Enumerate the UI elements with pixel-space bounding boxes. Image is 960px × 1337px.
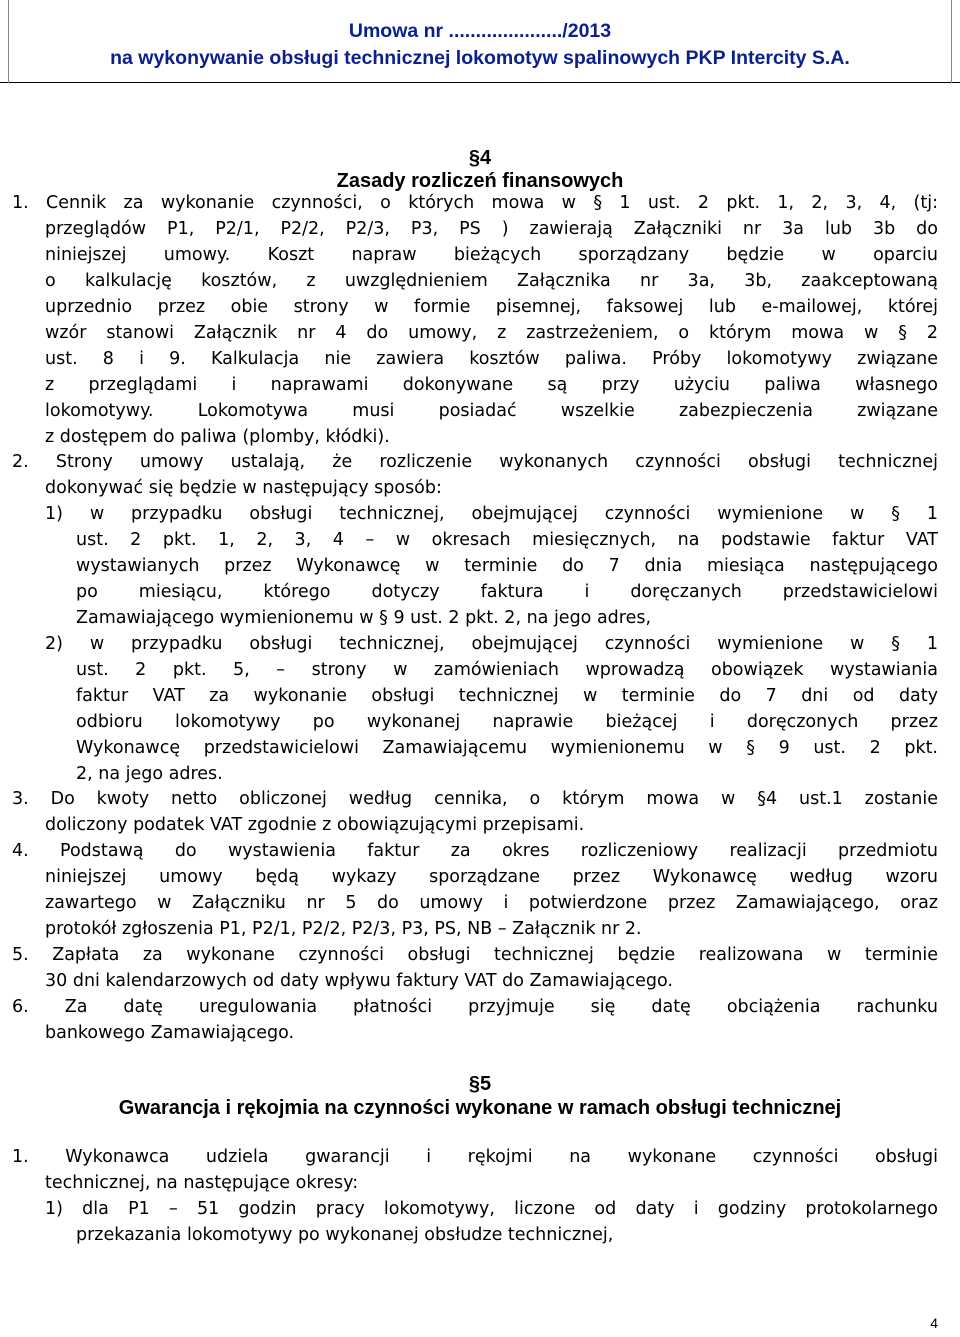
section-4-text-line: przeglądów P1, P2/1, P2/2, P2/3, P3, PS ) zawierają Załączniki nr 3a lub 3b do (45, 219, 938, 239)
section-4-text-line: po miesiącu, którego dotyczy faktura i doręczanych przedstawicielowi (76, 582, 938, 602)
section-5-text-line: 1. Wykonawca udziela gwarancji i rękojmi na wykonane czynności obsługi (12, 1147, 938, 1167)
section-5-number: §5 (468, 1073, 492, 1095)
section-5-text-line: 1) dla P1 – 51 godzin pracy lokomotywy, liczone od daty i godziny protokolarnego (45, 1199, 938, 1219)
section-4-text-line: ust. 8 i 9. Kalkulacja nie zawiera kosztów paliwa. Próby lokomotywy związane (45, 349, 938, 369)
section-4-title: Zasady rozliczeń finansowych (336, 170, 624, 192)
section-4-text-line: 1) w przypadku obsługi technicznej, obejmującej czynności wymienione w § 1 (45, 504, 938, 524)
section-5-title: Gwarancja i rękojmia na czynności wykonane w ramach obsługi technicznej (118, 1097, 842, 1119)
section-4-text-line: Wykonawcę przedstawicielowi Zamawiającemu wymienionemu w § 9 ust. 2 pkt. (76, 738, 938, 758)
section-4-text-line: ust. 2 pkt. 5, – strony w zamówieniach wprowadzą obowiązek wystawiania (76, 660, 938, 680)
section-4-text-line: 2) w przypadku obsługi technicznej, obejmującej czynności wymienione w § 1 (45, 634, 938, 654)
section-4-text-line: ust. 2 pkt. 1, 2, 3, 4 – w okresach miesięcznych, na podstawie faktur VAT (76, 530, 938, 550)
section-4-text-line: z dostępem do paliwa (plomby, kłódki). (45, 427, 390, 447)
section-4-text-line: Zamawiającego wymienionemu w § 9 ust. 2 pkt. 2, na jego adres, (76, 608, 652, 628)
section-4-text-line: 1. Cennik za wykonanie czynności, o których mowa w § 1 ust. 2 pkt. 1, 2, 3, 4, (tj: (12, 193, 938, 213)
section-4-text-line: wzór stanowi Załącznik nr 4 do umowy, z zastrzeżeniem, o którym mowa w § 2 (45, 323, 938, 343)
section-4-text-line: 3. Do kwoty netto obliczonej według cennika, o którym mowa w §4 ust.1 zostanie (12, 789, 938, 809)
section-4-text-line: zawartego w Załączniku nr 5 do umowy i potwierdzone przez Zamawiającego, oraz (45, 893, 938, 913)
contract-number: Umowa nr ...................../2013 (348, 20, 612, 42)
section-4-text-line: protokół zgłoszenia P1, P2/1, P2/2, P2/3, P3, PS, NB – Załącznik nr 2. (45, 919, 642, 939)
section-5-text-line: technicznej, na następujące okresy: (45, 1173, 359, 1193)
section-4-text-line: 6. Za datę uregulowania płatności przyjmuje się datę obciążenia rachunku (12, 997, 938, 1017)
section-4-text-line: niniejszej umowy. Koszt napraw bieżących sporządzany będzie w oparciu (45, 245, 938, 265)
section-4-text-line: niniejszej umowy będą wykazy sporządzane przez Wykonawcę według wzoru (45, 867, 938, 887)
section-4-text-line: odbioru lokomotywy po wykonanej naprawie bieżącej i doręczonych przez (76, 712, 938, 732)
section-4-text-line: doliczony podatek VAT zgodnie z obowiązującymi przepisami. (45, 815, 585, 835)
section-4-text-line: wystawianych przez Wykonawcę w terminie do 7 dnia miesiąca następującego (76, 556, 938, 576)
section-4-text-line: bankowego Zamawiającego. (45, 1023, 295, 1043)
section-4-text-line: dokonywać się będzie w następujący sposób: (45, 478, 442, 498)
page-number: 4 (930, 1315, 938, 1331)
section-4-text-line: z przeglądami i naprawami dokonywane są przy użyciu paliwa własnego (45, 375, 938, 395)
section-4-number: §4 (468, 147, 492, 169)
section-4-text-line: 5. Zapłata za wykonane czynności obsługi technicznej będzie realizowana w terminie (12, 945, 938, 965)
section-4-text-line: 2, na jego adres. (76, 764, 223, 784)
section-4-text-line: 30 dni kalendarzowych od daty wpływu faktury VAT do Zamawiającego. (45, 971, 673, 991)
section-4-text-line: 2. Strony umowy ustalają, że rozliczenie wykonanych czynności obsługi technicznej (12, 452, 938, 472)
contract-subject: na wykonywanie obsługi technicznej lokomotyw spalinowych PKP Intercity S.A. (110, 47, 850, 69)
section-4-text-line: uprzednio przez obie strony w formie pisemnej, faksowej lub e-mailowej, której (45, 297, 938, 317)
section-4-text-line: lokomotywy. Lokomotywa musi posiadać wszelkie zabezpieczenia związane (45, 401, 938, 421)
section-4-text-line: 4. Podstawą do wystawienia faktur za okres rozliczeniowy realizacji przedmiotu (12, 841, 938, 861)
section-5-text-line: przekazania lokomotywy po wykonanej obsłudze technicznej, (76, 1225, 614, 1245)
section-4-text-line: faktur VAT za wykonanie obsługi technicznej w terminie do 7 dni od daty (76, 686, 938, 706)
section-4-text-line: o kalkulację kosztów, z uwzględnieniem Załącznika nr 3a, 3b, zaakceptowaną (45, 271, 938, 291)
document-header (0, 0, 960, 83)
